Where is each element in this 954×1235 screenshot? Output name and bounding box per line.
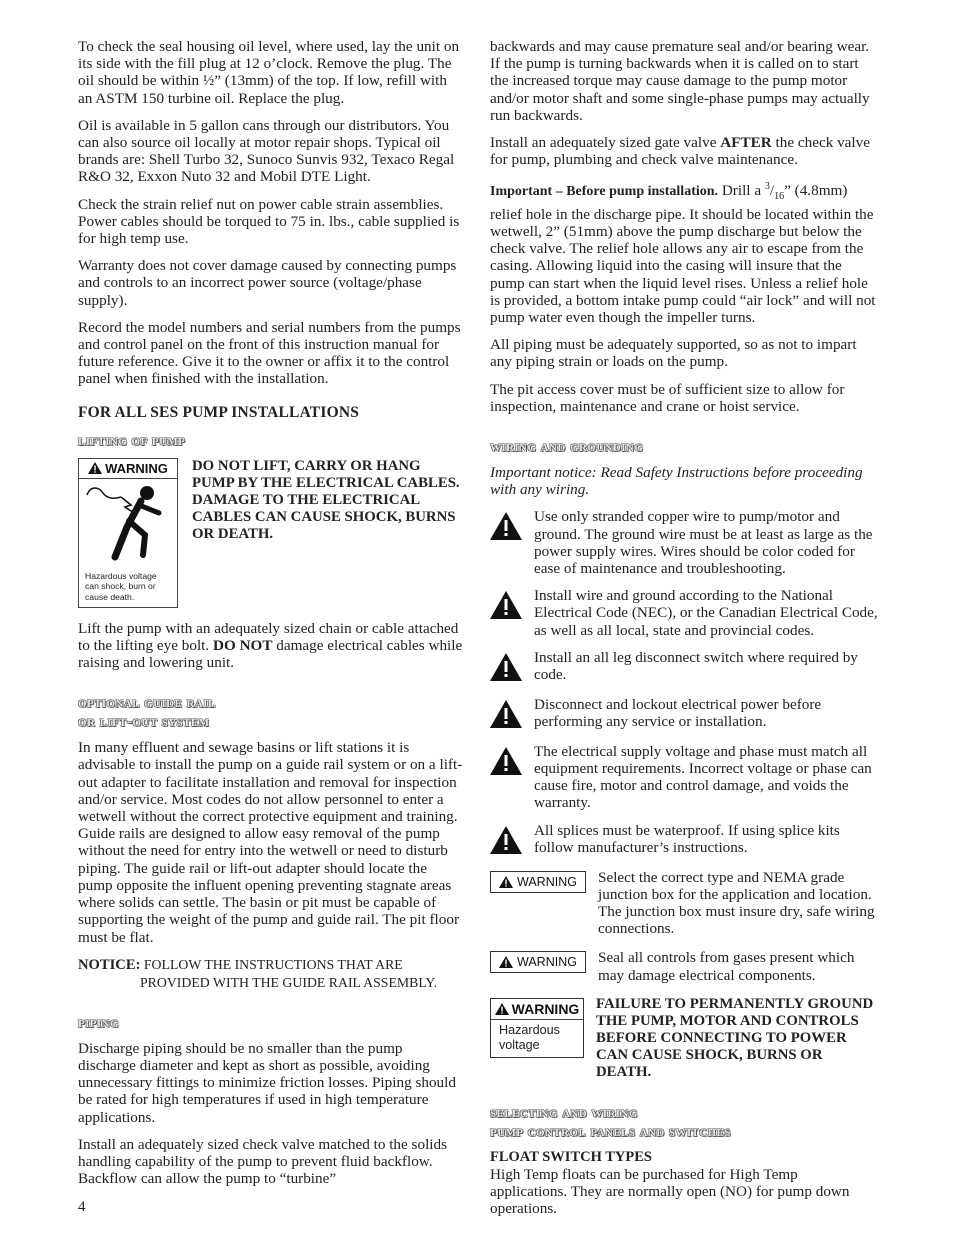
wiring-heading: [490, 437, 878, 456]
safety-item: [490, 508, 878, 577]
warning-label: [79, 459, 177, 479]
gate-valve-paragraph: [490, 134, 878, 168]
warning-box: [78, 458, 178, 608]
notice-text-2: PROVIDED WITH THE GUIDE RAIL ASSEMBLY.: [140, 974, 438, 990]
lifting-heading: [78, 431, 463, 450]
warning-label-text: WARNING: [511, 1000, 580, 1017]
piping-heading-text: piping: [78, 1013, 119, 1031]
access-cover-paragraph: The pit access cover must be of sufficient size to allow for inspection, maintenance and crane or hoist service.: [490, 380, 845, 415]
all-installations-heading: FOR ALL SES PUMP INSTALLATIONS: [78, 403, 360, 421]
seal-controls-warning: [490, 949, 878, 983]
left-column: [78, 38, 463, 1197]
lift-text-c: damage electrical cables while raising and lowering unit.: [78, 636, 463, 672]
seal-controls-text: Seal all controls from gases present which may damage electrical components.: [598, 949, 855, 984]
safety-item: [490, 649, 878, 686]
float-switch-paragraph: High Temp floats can be purchased for High Temp applications. They are normally open (NO) for pump down operations.: [490, 1165, 850, 1218]
safety-item-text: Install wire and ground according to the National Electrical Code (NEC), or the Canadian Electrical Code, as well as all local, state and provincial codes.: [534, 587, 878, 639]
warning-label: [491, 999, 583, 1020]
caution-triangle-icon: [490, 653, 522, 681]
junction-box-text: Select the correct type and NEMA grade junction box for the application and location. The junction box must insure dry, safe wiring connections.: [598, 868, 875, 938]
junction-box-warning: [490, 869, 878, 938]
grounding-warning: [490, 996, 878, 1081]
warning-label-text: WARNING: [105, 460, 168, 476]
gate-text-bold: AFTER: [720, 134, 772, 152]
guide-rail-heading: [78, 693, 463, 731]
piping-heading: [78, 1013, 463, 1032]
caution-triangle-icon: [490, 747, 522, 775]
safety-item: [490, 743, 878, 812]
wiring-heading-text: wiring and grounding: [490, 437, 644, 455]
backwards-paragraph: backwards and may cause premature seal and/or bearing wear. If the pump is turning backwards when it is called on to start the increased torque may cause damage to the pump motor and/or motor shaft and some single-phase pumps may actually run backwards.: [490, 38, 870, 124]
oil-brands-paragraph: Oil is available in 5 gallon cans through our distributors. You can also source oil locally at motor repair shops. Typical oil brands are: Shell Turbo 32, Sunoco Sunvis 932, Texaco Regal R&O 32, Exxon Nuto 32 and Mobil DTE Light.: [78, 116, 455, 186]
strain-relief-paragraph: Check the strain relief nut on power cable strain assemblies. Power cables should be torqued to 75 in. lbs., cable supplied is for high temp use.: [78, 195, 460, 248]
safety-item-text: All splices must be waterproof. If using splice kits follow manufacturer’s instructions.: [534, 821, 840, 856]
caution-triangle-icon: [490, 700, 522, 728]
important-text-b: ” (4.8mm) relief hole in the discharge pipe. It should be located within the wetwell, 2” (51mm) above the pump discharge but below the check valve. The relief hole allows any air to escape from the casing. Allowing liquid into the casing will insure that the pump can start when the liquid level rises. Unless a relief hole is provided, a bottom intake pump could “air lock” and will not pump water even though the impeller turns.: [490, 182, 876, 326]
lifting-warning-text: DO NOT LIFT, CARRY OR HANG PUMP BY THE ELECTRICAL CABLES. DAMAGE TO THE ELECTRICAL CABLES CAN CAUSE SHOCK, BURNS OR DEATH.: [192, 457, 460, 542]
warning-triangle-icon: [88, 462, 102, 474]
float-switch-heading: FLOAT SWITCH TYPES: [490, 1148, 652, 1165]
record-paragraph: Record the model numbers and serial numbers from the pumps and control panel on the front of this instruction manual for future reference. Give it to the owner or affix it to the control panel when finished with the installation.: [78, 318, 461, 388]
guide-rail-heading-line2: or lift-out system: [78, 713, 210, 731]
hazard-caption: Hazardous voltage can shock, burn or cause death.: [85, 570, 157, 603]
control-panels-heading: [490, 1103, 878, 1141]
warning-badge: [490, 871, 586, 893]
electrocution-hazard-icon: [85, 483, 169, 563]
guide-rail-notice: [78, 956, 463, 991]
seal-oil-paragraph: To check the seal housing oil level, where used, lay the unit on its side with the fill plug at 12 o’clock. Remove the plug. The oil should be within ½” (13mm) of the top. If low, refill with an ASTM 150 turbine oil. Replace the plug.: [78, 38, 460, 107]
guide-rail-paragraph: In many effluent and sewage basins or lift stations it is advisable to install the pump on a guide rail system or on a lift-out adapter to facilitate installation and removal for inspection and/or service. Most codes do not allow personnel to enter a wetwell without the correct protective equipment and training. Guide rails are designed to allow easy removal of the pump without the need for entry into the wetwell or need to disturb piping. The guide rail or lift-out adapter should locate the pump opposite the influent opening preventing stagnate areas where solids can settle. The basin or pit must be capable of supporting the weight of the pump and guide rail. The pit floor must be flat.: [78, 739, 463, 946]
page-number: 4: [78, 1199, 86, 1215]
safety-item-text: The electrical supply voltage and phase must match all equipment requirements. Incorrect voltage or phase can cause fire, motor and control damage, and voids the warranty.: [534, 742, 872, 812]
piping-paragraph-2: Install an adequately sized check valve matched to the solids handling capability of the pump to prevent fluid backflow. Backflow can allow the pump to “turbine”: [78, 1135, 448, 1188]
warning-triangle-icon: [495, 1003, 509, 1015]
gate-text-a: Install an adequately sized gate valve: [490, 134, 721, 152]
wiring-notice: Important notice: Read Safety Instructions before proceeding with any wiring.: [490, 463, 863, 499]
lifting-warning: [78, 458, 463, 608]
piping-paragraph-1: Discharge piping should be no smaller than the pump discharge diameter and kept as short as possible, avoiding unnecessary fittings to minimize friction losses. Piping should be rated for high temperatures if used in high temperature applications.: [78, 1039, 456, 1126]
control-panels-heading-line1: selecting and wiring: [490, 1103, 638, 1121]
lift-text-bold: DO NOT: [212, 636, 273, 654]
hazard-warning-box: [490, 998, 584, 1058]
important-label: Important – Before pump installation.: [490, 184, 719, 200]
warning-badge-text: WARNING: [517, 955, 577, 970]
important-text-a: Drill a: [718, 182, 765, 200]
gate-text-c: the check valve for pump, plumbing and check valve maintenance.: [490, 134, 870, 169]
control-panels-heading-line2: pump control panels and switches: [490, 1122, 731, 1140]
warning-badge-text: WARNING: [517, 874, 577, 889]
notice-text-1: FOLLOW THE INSTRUCTIONS THAT ARE: [140, 956, 403, 972]
safety-item: [490, 587, 878, 639]
caution-triangle-icon: [490, 826, 522, 854]
right-column: [490, 38, 878, 1227]
caution-triangle-icon: [490, 591, 522, 619]
warning-triangle-icon: [499, 956, 513, 968]
grounding-warning-text: FAILURE TO PERMANENTLY GROUND THE PUMP, MOTOR AND CONTROLS BEFORE CONNECTING TO POWER CAN CAUSE SHOCK, BURNS OR DEATH.: [596, 995, 874, 1080]
safety-item: [490, 822, 878, 859]
piping-support-paragraph: All piping must be adequately supported, so as not to impart any piping strain or loads on the pump.: [490, 336, 857, 371]
important-paragraph: Important – Before pump installation. Drill a $^3/_{16}$” (4.8mm) relief hole in the discharge pipe. It should be located within the wetwell, 2” (51mm) above the pump discharge but below the check valve. The relief hole allows any air to escape from the casing. Allowing liquid into the casing will insure that the pump can start when the liquid level rises. Unless a relief hole is provided, a bottom intake pump could “air lock” and will not pump water even though the impeller turns.: [490, 181, 876, 326]
safety-item-text: Disconnect and lockout electrical power before performing any service or installation.: [534, 695, 822, 730]
guide-rail-heading-line1: optional guide rail: [78, 694, 216, 712]
safety-item-text: Install an all leg disconnect switch where required by code.: [534, 648, 858, 683]
warranty-paragraph: Warranty does not cover damage caused by connecting pumps and controls to an incorrect power source (voltage/phase supply).: [78, 257, 457, 309]
hazard-voltage-caption: Hazardous voltage: [499, 1022, 560, 1052]
lift-paragraph: [78, 620, 463, 672]
lifting-heading-text: lifting of pump: [78, 431, 186, 449]
safety-item: [490, 696, 878, 733]
safety-item-text: Use only stranded copper wire to pump/motor and ground. The ground wire must be at least as large as the power supply wires. Wires should be color coded for ease of maintenance and troubleshooting.: [534, 508, 873, 577]
warning-triangle-icon: [499, 876, 513, 888]
warning-badge: [490, 951, 586, 973]
fraction-numerator: 3: [764, 181, 770, 193]
fraction-denominator: 16: [774, 191, 785, 203]
notice-label: NOTICE:: [78, 956, 141, 973]
lift-text-a: Lift the pump with an adequately sized chain or cable attached to the lifting eye bolt.: [78, 619, 459, 654]
caution-triangle-icon: [490, 512, 522, 540]
